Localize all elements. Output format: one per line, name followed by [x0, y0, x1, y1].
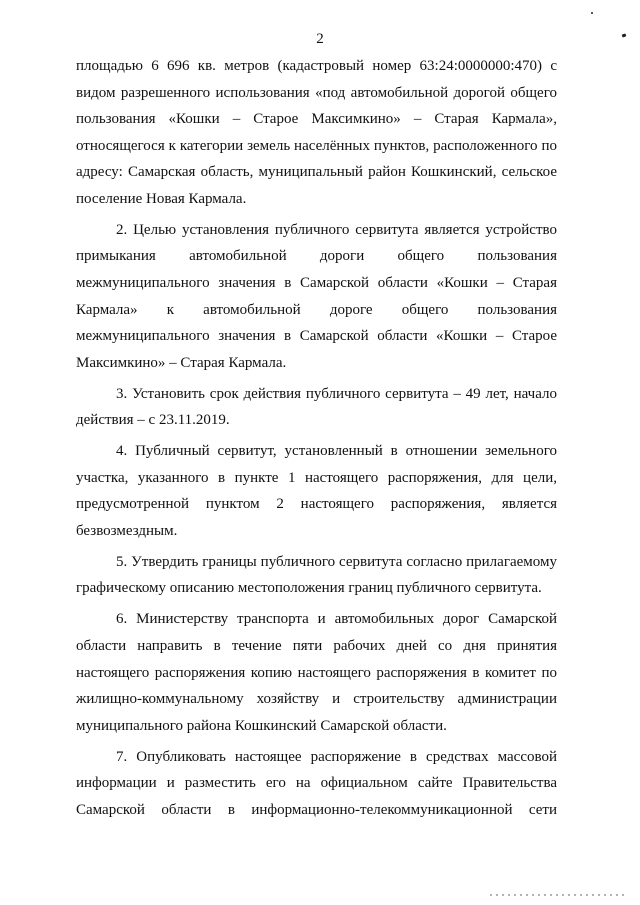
scan-speck — [591, 12, 593, 14]
page-number: 2 — [316, 31, 324, 47]
document-body — [76, 53, 557, 823]
paragraph-7: 7. Опубликовать настоящее распоряжение в средствах массовой информации и разместить его на официальном сайте Правительства Самарской области в информационно-телекоммуникационной сети — [76, 748, 557, 818]
scan-dotted-edge — [488, 894, 628, 896]
paragraph-2: 2. Целью установления публичного сервитута является устройство примыкания автомобильной дороги общего пользования межмуниципального значения в Самарской области «Кошки – Старая Кармала» к автомобильной дороге общего пользования межмуниципального значения в Самарской области «Кошки – Старое Максимкино» – Старая Кармала. — [76, 221, 557, 371]
paragraph-4: 4. Публичный сервитут, установленный в отношении земельного участка, указанного в пункте 1 настоящего распоряжения, для цели, предусмотренной пунктом 2 настоящего распоряжения, является безвозмездным. — [76, 443, 557, 539]
paragraph-5: 5. Утвердить границы публичного сервитута согласно прилагаемому графическому описанию местоположения границ публичного сервитута. — [76, 553, 557, 597]
paragraph-continuation: площадью 6 696 кв. метров (кадастровый номер 63:24:0000000:470) с видом разрешенного использования «под автомобильной дорогой общего пользования «Кошки – Старое Максимкино» – Старая Кармала», относящегося к категории земель населённых пунктов, расположенного по адресу: Самарская область, муниципальный район Кошкинский, сельское поселение Новая Кармала. — [76, 58, 557, 207]
paragraph-3: 3. Установить срок действия публичного сервитута – 49 лет, начало действия – с 23.11.2019. — [76, 385, 557, 429]
paragraph-6: 6. Министерству транспорта и автомобильных дорог Самарской области направить в течение пяти рабочих дней со дня принятия настоящего распоряжения копию настоящего распоряжения в комитет по жилищно-коммунальному хозяйству и строительству администрации муниципального района Кошкинский Самарской области. — [76, 611, 557, 734]
